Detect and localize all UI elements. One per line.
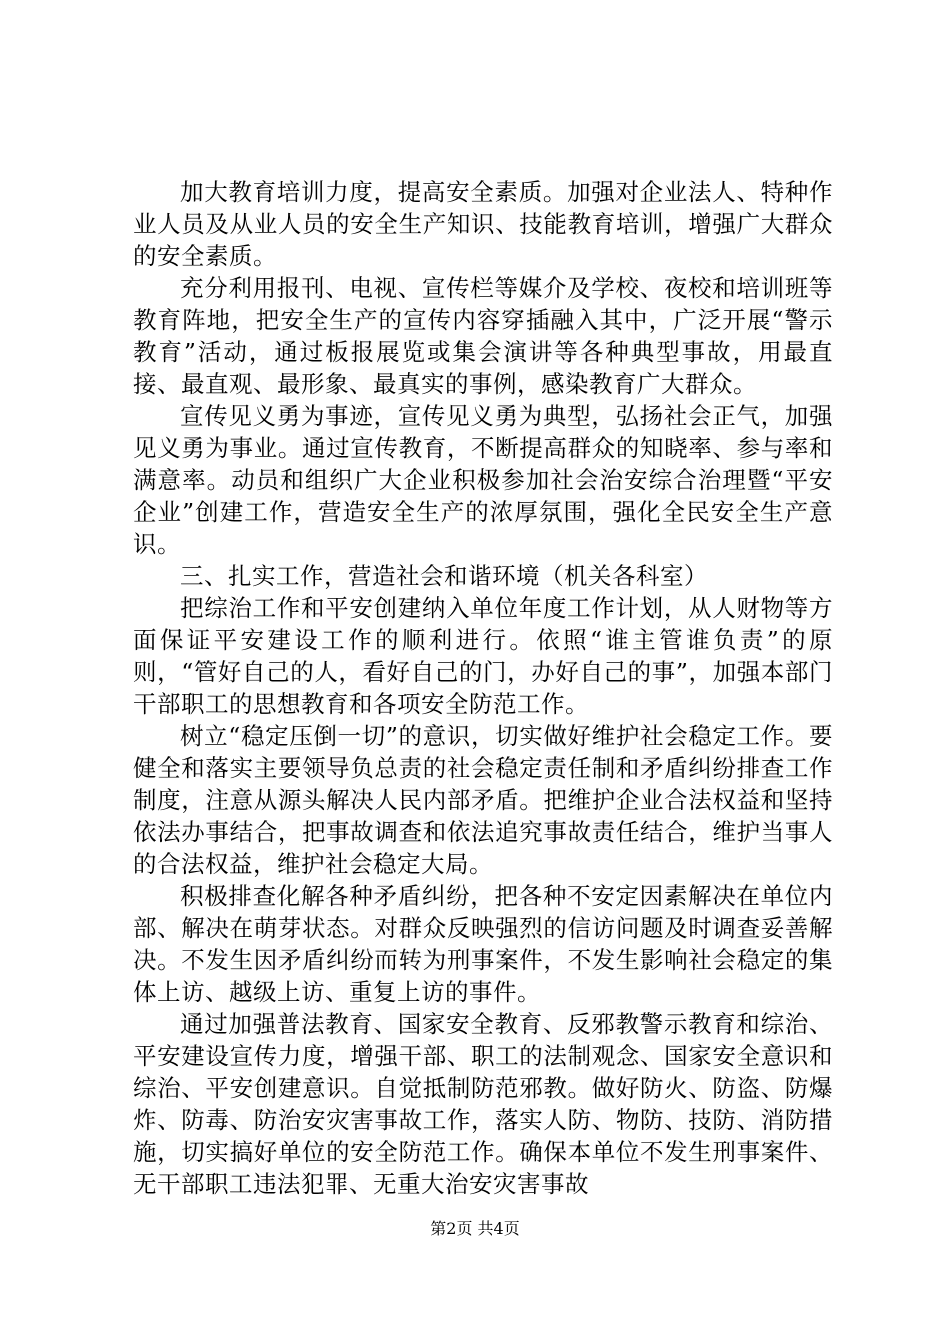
section-heading-three: 三、扎实工作，营造社会和谐环境（机关各科室） [180, 562, 708, 590]
paragraph-stability: 树立“稳定压倒一切”的意识，切实做好维护社会稳定工作。要健全和落实主要领导负总责的社会稳定责任制和矛盾纠纷排查工作制度，注意从源头解决人民内部矛盾。把维护企业合法权益和坚持依法办事结合，把事故调查和依法追究事故责任结合，维护当事人的合法权益，维护社会稳定大局。 [133, 722, 833, 878]
paragraph-heroism-publicity: 宣传见义勇为事迹，宣传见义勇为典型，弘扬社会正气，加强见义勇为事业。通过宣传教育，不断提高群众的知晓率、参与率和满意率。动员和组织广大企业积极参加社会治安综合治理暨“平安企业”创建工作，营造安全生产的浓厚氛围，强化全民安全生产意识。 [133, 402, 833, 558]
paragraph-dispute-resolution: 积极排查化解各种矛盾纠纷，把各种不安定因素解决在单位内部、解决在萌芽状态。对群众反映强烈的信访问题及时调查妥善解决。不发生因矛盾纠纷而转为刑事案件，不发生影响社会稳定的集体上访、越级上访、重复上访的事件。 [133, 882, 833, 1006]
page-number-footer: 第2页 共4页 [430, 1219, 520, 1238]
paragraph-education-training: 加大教育培训力度，提高安全素质。加强对企业法人、特种作业人员及从业人员的安全生产知识、技能教育培训，增强广大群众的安全素质。 [133, 178, 833, 270]
paragraph-media-publicity: 充分利用报刊、电视、宣传栏等媒介及学校、夜校和培训班等教育阵地，把安全生产的宣传内容穿插融入其中，广泛开展“警示教育”活动，通过板报展览或集会演讲等各种典型事故，用最直接、最直观、最形象、最真实的事例，感染教育广大群众。 [133, 274, 833, 398]
document-body [133, 176, 833, 1200]
paragraph-legal-education: 通过加强普法教育、国家安全教育、反邪教警示教育和综治、平安建设宣传力度，增强干部、职工的法制观念、国家安全意识和综治、平安创建意识。自觉抵制防范邪教。做好防火、防盗、防爆炸、防毒、防治安灾害事故工作，落实人防、物防、技防、消防措施，切实搞好单位的安全防范工作。确保本单位不发生刑事案件、无干部职工违法犯罪、无重大治安灾害事故 [133, 1010, 833, 1198]
paragraph-work-plan: 把综治工作和平安创建纳入单位年度工作计划，从人财物等方面保证平安建设工作的顺利进行。依照“谁主管谁负责”的原则，“管好自己的人，看好自己的门，办好自己的事”，加强本部门干部职工的思想教育和各项安全防范工作。 [133, 594, 833, 718]
